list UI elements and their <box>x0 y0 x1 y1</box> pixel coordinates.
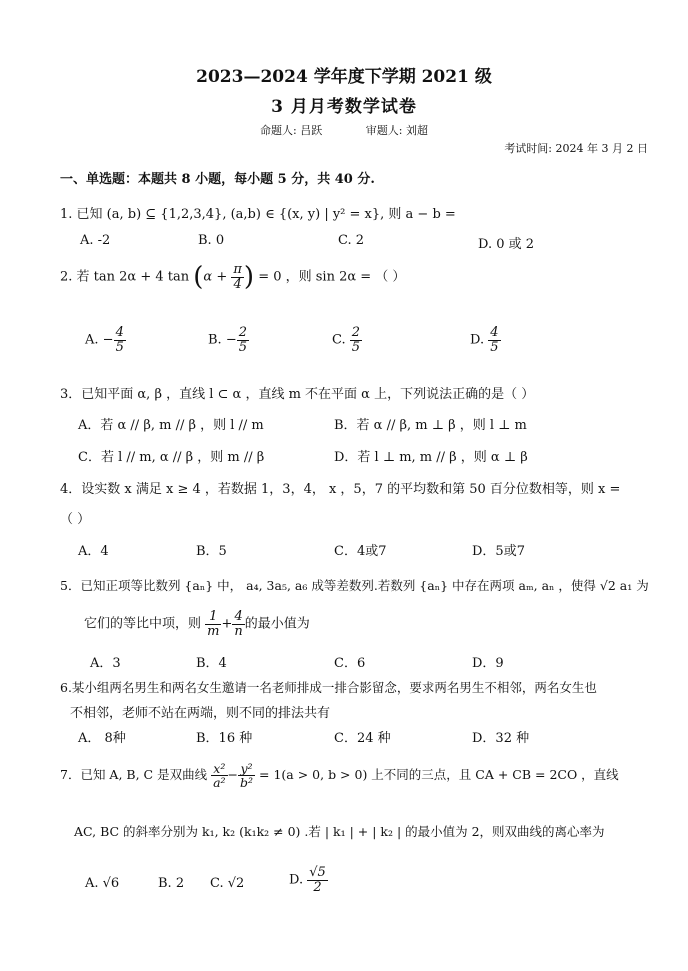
question-1-option-a: A. -2 <box>80 233 111 248</box>
exam-title-line1: 2023—2024 学年度下学期 2021 级 <box>196 67 492 87</box>
question-5-option-d: D．9 <box>472 656 504 671</box>
question-4-option-c: C．4或7 <box>334 544 387 559</box>
question-7-stem: 7．已知 A, B, C 是双曲线 $\frac{\text{x²}}{\text{a²}}$ − $\frac{\text{y²}}{\text{b²}}$ = 1(a > 0, b > 0) 上不同的三点，且 CA + CB = 2CO ，直线 <box>60 761 619 791</box>
question-4-stem-cont: （ ） <box>60 512 91 527</box>
question-6-option-d: D．32 种 <box>472 731 530 746</box>
pi-over-4-fraction: $\frac{\pi}{4}$ <box>233 261 242 292</box>
question-7-stem-cont: AC, BC 的斜率分别为 k₁, k₂ (k₁k₂ ≠ 0) .若 | k₁ | + | k₂ | 的最小值为 2，则双曲线的离心率为 <box>74 824 605 839</box>
question-3-option-d: D．若 l ⊥ m, m // β ，则 α ⊥ β <box>334 450 528 465</box>
question-6-stem-cont: 不相邻，老师不站在两端，则不同的排法共有 <box>70 706 331 721</box>
question-1-stem: 1. 已知 (a, b) ⊆ {1,2,3,4}, (a,b) ∈ {(x, y) | y² = x}, 则 a − b = <box>60 207 456 222</box>
question-4-stem: 4．设实数 x 满足 x ≥ 4 ，若数据 1，3，4， x ，5，7 的平均数和第 50 百分位数相等，则 x = <box>60 482 621 497</box>
exam-title-line2: 3 月月考数学试卷 <box>271 97 417 117</box>
question-5-option-c: C．6 <box>334 656 366 671</box>
question-3-option-b: B．若 α // β, m ⊥ β ，则 l ⊥ m <box>334 418 527 433</box>
question-7-option-a: A. √6 <box>85 876 120 891</box>
question-2-option-b: B. − $\frac{2}{5}$ <box>208 325 248 355</box>
question-1-option-d: D. 0 或 2 <box>478 237 535 252</box>
reviewer: 审题人: 刘超 <box>365 124 428 137</box>
question-6-option-a: A． 8种 <box>78 731 126 746</box>
question-6-option-c: C．24 种 <box>334 731 391 746</box>
question-2-option-a: A. − $\frac{4}{5}$ <box>85 325 124 355</box>
question-4-option-d: D．5或7 <box>472 544 525 559</box>
question-5-stem-cont: 它们的等比中项，则 $\frac{1}{m}$ + $\frac{4}{n}$ 的最小值为 <box>84 609 310 639</box>
question-2-option-c: C. $\frac{2}{5}$ <box>332 325 361 355</box>
question-2-stem: 2. 若 tan 2α + 4 tan (α + $\frac{\pi}{4}$ ) = 0 ，则 sin 2α = （ ） <box>60 261 406 292</box>
question-4-option-a: A．4 <box>78 544 109 559</box>
question-3-option-a: A．若 α // β, m // β ，则 l // m <box>78 418 264 433</box>
question-3-stem: 3．已知平面 α, β ，直线 l ⊂ α ，直线 m 不在平面 α 上，下列说法正确的是（ ） <box>60 387 535 402</box>
question-3-option-c: C．若 l // m, α // β ，则 m // β <box>78 450 265 465</box>
question-5-option-b: B．4 <box>196 656 227 671</box>
question-1-option-c: C. 2 <box>338 233 365 248</box>
question-1-option-b: B. 0 <box>198 233 225 248</box>
question-7-option-c: C. √2 <box>210 876 245 891</box>
question-4-option-b: B．5 <box>196 544 227 559</box>
question-2-option-d: D. $\frac{4}{5}$ <box>470 325 499 355</box>
question-7-option-b: B. 2 <box>158 876 185 891</box>
section-heading: 一、单选题：本题共 8 小题，每小题 5 分，共 40 分. <box>60 172 375 187</box>
exam-time: 考试时间: 2024 年 3 月 2 日 <box>504 142 648 155</box>
question-5-option-a: A．3 <box>90 656 121 671</box>
question-6-option-b: B．16 种 <box>196 731 253 746</box>
question-5-stem: 5．已知正项等比数列 {aₙ} 中， a₄, 3a₅, a₆ 成等差数列.若数列 {aₙ} 中存在两项 aₘ, aₙ ，使得 √2 a₁ 为 <box>60 578 649 593</box>
question-7-option-d: D. $\frac{√5}{2}$ <box>289 865 326 895</box>
setter: 命题人: 吕跃 <box>260 124 323 137</box>
authors-line <box>0 122 688 138</box>
question-6-stem: 6.某小组两名男生和两名女生邀请一名老师排成一排合影留念，要求两名男生不相邻，两名女生也 <box>60 680 597 695</box>
